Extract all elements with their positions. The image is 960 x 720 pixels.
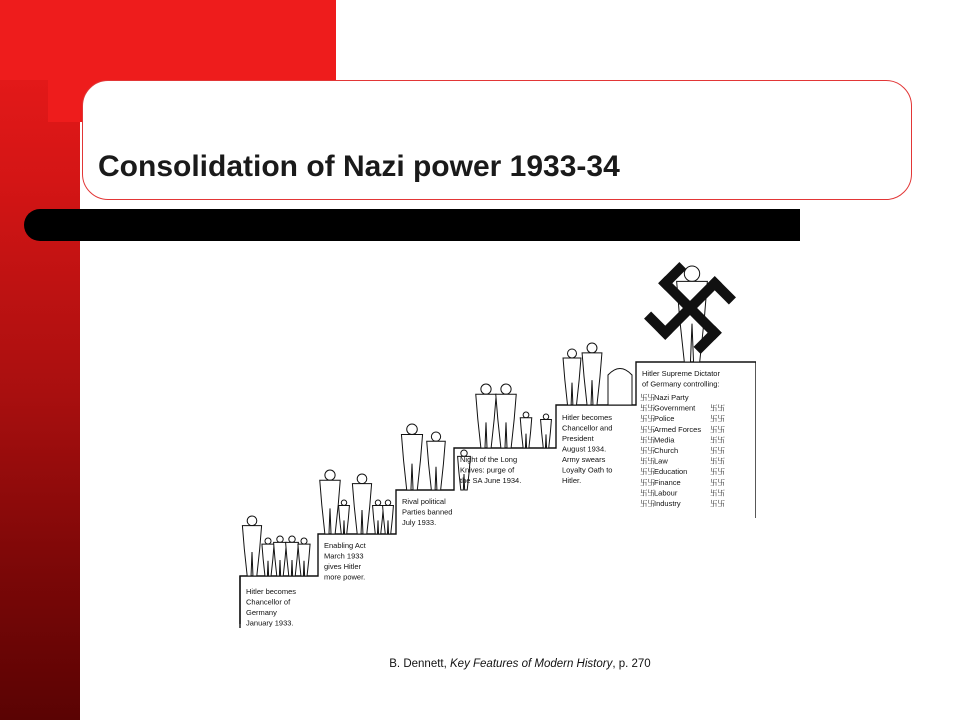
figure <box>274 536 287 576</box>
figure <box>427 432 446 490</box>
figure <box>383 500 394 534</box>
step-caption-5: Hitler becomes Chancellor and President August 1934. Army swears Loyalty Oath to Hitler. <box>562 413 613 485</box>
controlled-item: Industry <box>654 499 681 508</box>
hitler-figure <box>320 470 340 534</box>
swastika-bullet-icon: 卐卐 <box>640 446 655 455</box>
source-book-title: Key Features of Modern History <box>450 658 613 670</box>
source-suffix: , p. 270 <box>612 658 651 670</box>
figure <box>563 349 581 405</box>
figure <box>496 384 516 448</box>
controlled-list <box>640 393 725 508</box>
controlled-item: Armed Forces <box>654 424 702 434</box>
controlled-item: Police <box>654 414 675 424</box>
source-citation <box>80 658 960 670</box>
step-caption-3: Rival political Parties banned July 1933. <box>402 497 453 527</box>
controlled-item: Education <box>654 467 688 477</box>
controlled-item: Law <box>654 456 668 466</box>
swastika-bullet-icon: 卐卐 <box>710 488 725 498</box>
tombstone <box>608 369 632 406</box>
swastika-bullet-icon: 卐卐 <box>640 403 655 413</box>
figure <box>373 500 384 534</box>
figure <box>520 412 532 448</box>
swastika-bullet-icon: 卐卐 <box>710 477 725 487</box>
swastika-bullet-icon: 卐卐 <box>710 435 725 445</box>
swastika-bullet-icon: 卐卐 <box>640 393 655 402</box>
step-caption-1: Hitler becomes Chancellor of Germany January 1933. <box>246 587 297 628</box>
controlled-item: Finance <box>654 477 681 487</box>
slide-title: Consolidation of Nazi power 1933-34 <box>98 150 620 183</box>
swastika-bullet-icon: 卐卐 <box>710 499 725 508</box>
staircase-illustration <box>236 250 756 628</box>
swastika-bullet-icon: 卐卐 <box>710 446 725 455</box>
swastika-bullet-icon: 卐卐 <box>640 435 655 445</box>
swastika-bullet-icon: 卐卐 <box>640 499 655 508</box>
swastika-bullet-icon: 卐卐 <box>640 456 655 466</box>
hitler-figure <box>476 384 496 448</box>
swastika-bullet-icon: 卐卐 <box>710 403 725 413</box>
swastika-bullet-icon: 卐卐 <box>710 424 725 434</box>
figure <box>262 538 274 576</box>
controlled-item: Media <box>654 435 675 445</box>
figure <box>339 500 350 534</box>
swastika-bullet-icon: 卐卐 <box>710 467 725 477</box>
step-caption-6: Hitler Supreme Dictator of Germany controlling: <box>642 369 720 389</box>
swastika-bullet-icon: 卐卐 <box>640 424 655 434</box>
step-caption-4: Night of the Long Knives: purge of the SA June 1934. <box>460 455 522 485</box>
swastika-bullet-icon: 卐卐 <box>710 456 725 466</box>
hitler-figure <box>582 343 602 405</box>
swastika-bullet-icon: 卐卐 <box>640 477 655 487</box>
controlled-item: Nazi Party <box>654 393 689 402</box>
swastika-bullet-icon: 卐卐 <box>640 467 655 477</box>
swastika-bullet-icon: 卐卐 <box>640 488 655 498</box>
title-underline-bar <box>24 209 800 241</box>
controlled-item: Government <box>654 403 696 413</box>
figure <box>541 414 552 448</box>
controlled-item: Labour <box>654 488 678 498</box>
figure <box>286 536 299 576</box>
controlled-item: Church <box>654 446 679 455</box>
figure <box>352 474 371 534</box>
hitler-figure <box>242 516 261 576</box>
source-prefix: B. Dennett, <box>389 658 450 670</box>
swastika-bullet-icon: 卐卐 <box>640 414 655 424</box>
step-caption-2: Enabling Act March 1933 gives Hitler more power. <box>324 541 366 582</box>
hitler-figure <box>401 424 422 490</box>
figure <box>298 538 310 576</box>
swastika-bullet-icon: 卐卐 <box>710 414 725 424</box>
